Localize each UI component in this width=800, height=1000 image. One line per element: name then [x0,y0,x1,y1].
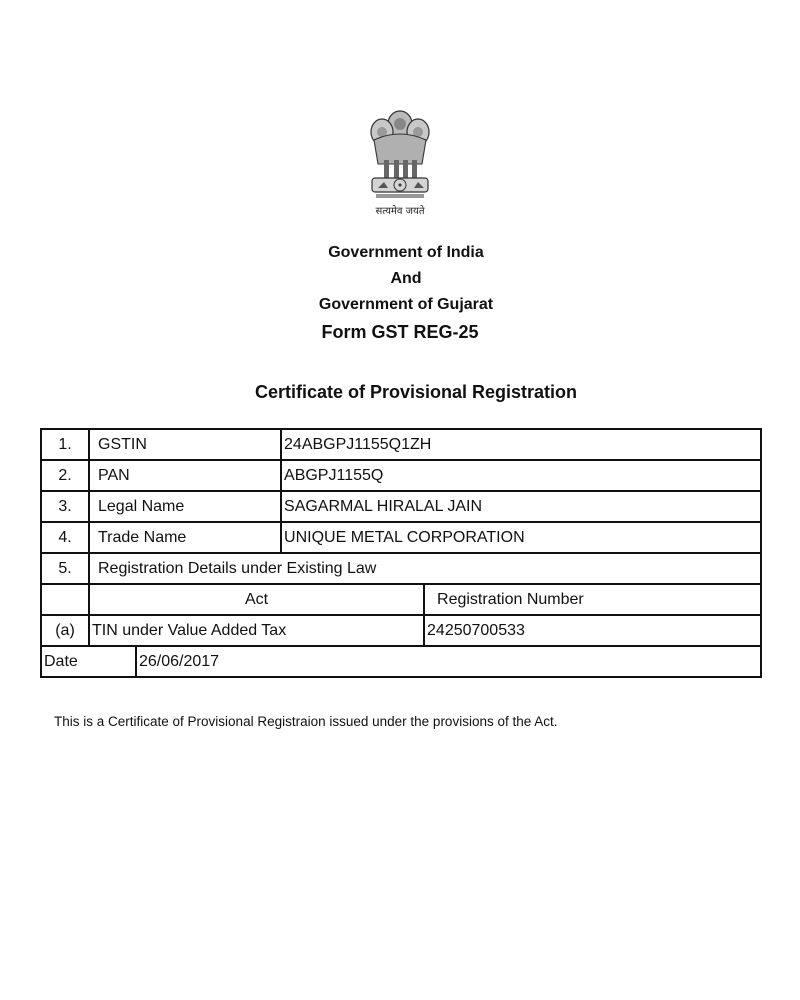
table-row [41,522,761,553]
section-existing-law-label: Registration Details under Existing Law [89,553,761,584]
row-number: 2. [41,460,89,491]
table-row [41,553,761,584]
header-government-of-state: Government of Gujarat [318,296,494,313]
table-header-row [41,584,761,615]
form-title: Form GST REG-25 [321,322,479,342]
certificate-title: Certificate of Provisional Registration [254,382,578,402]
legal-name-value: SAGARMAL HIRALAL JAIN [281,491,761,522]
date-label: Date [41,646,136,677]
row-number: (a) [41,615,89,646]
act-name: TIN under Value Added Tax [89,615,424,646]
row-label-legal-name: Legal Name [89,491,281,522]
row-number: 1. [41,429,89,460]
empty-cell [41,584,89,615]
row-label-trade-name: Trade Name [89,522,281,553]
table-row [41,646,761,677]
header-and: And [390,270,422,287]
row-label-pan: PAN [89,460,281,491]
table-row [41,429,761,460]
pan-value: ABGPJ1155Q [281,460,761,491]
emblem-motto: सत्यमेव जयते [375,206,425,217]
certificate-footer-note: This is a Certificate of Provisional Registraion issued under the provisions of the Act. [54,714,558,729]
national-emblem-icon [364,108,436,200]
registration-number-value: 24250700533 [424,615,761,646]
table-row [41,615,761,646]
row-number: 5. [41,553,89,584]
row-number: 4. [41,522,89,553]
trade-name-value: UNIQUE METAL CORPORATION [281,522,761,553]
date-value: 26/06/2017 [136,646,761,677]
gstin-value: 24ABGPJ1155Q1ZH [281,429,761,460]
row-label-gstin: GSTIN [89,429,281,460]
table-row [41,460,761,491]
column-header-registration-number: Registration Number [424,584,761,615]
row-number: 3. [41,491,89,522]
header-government-of-india: Government of India [328,244,484,261]
table-row [41,491,761,522]
registration-details-table [40,428,762,678]
column-header-act: Act [89,584,424,615]
